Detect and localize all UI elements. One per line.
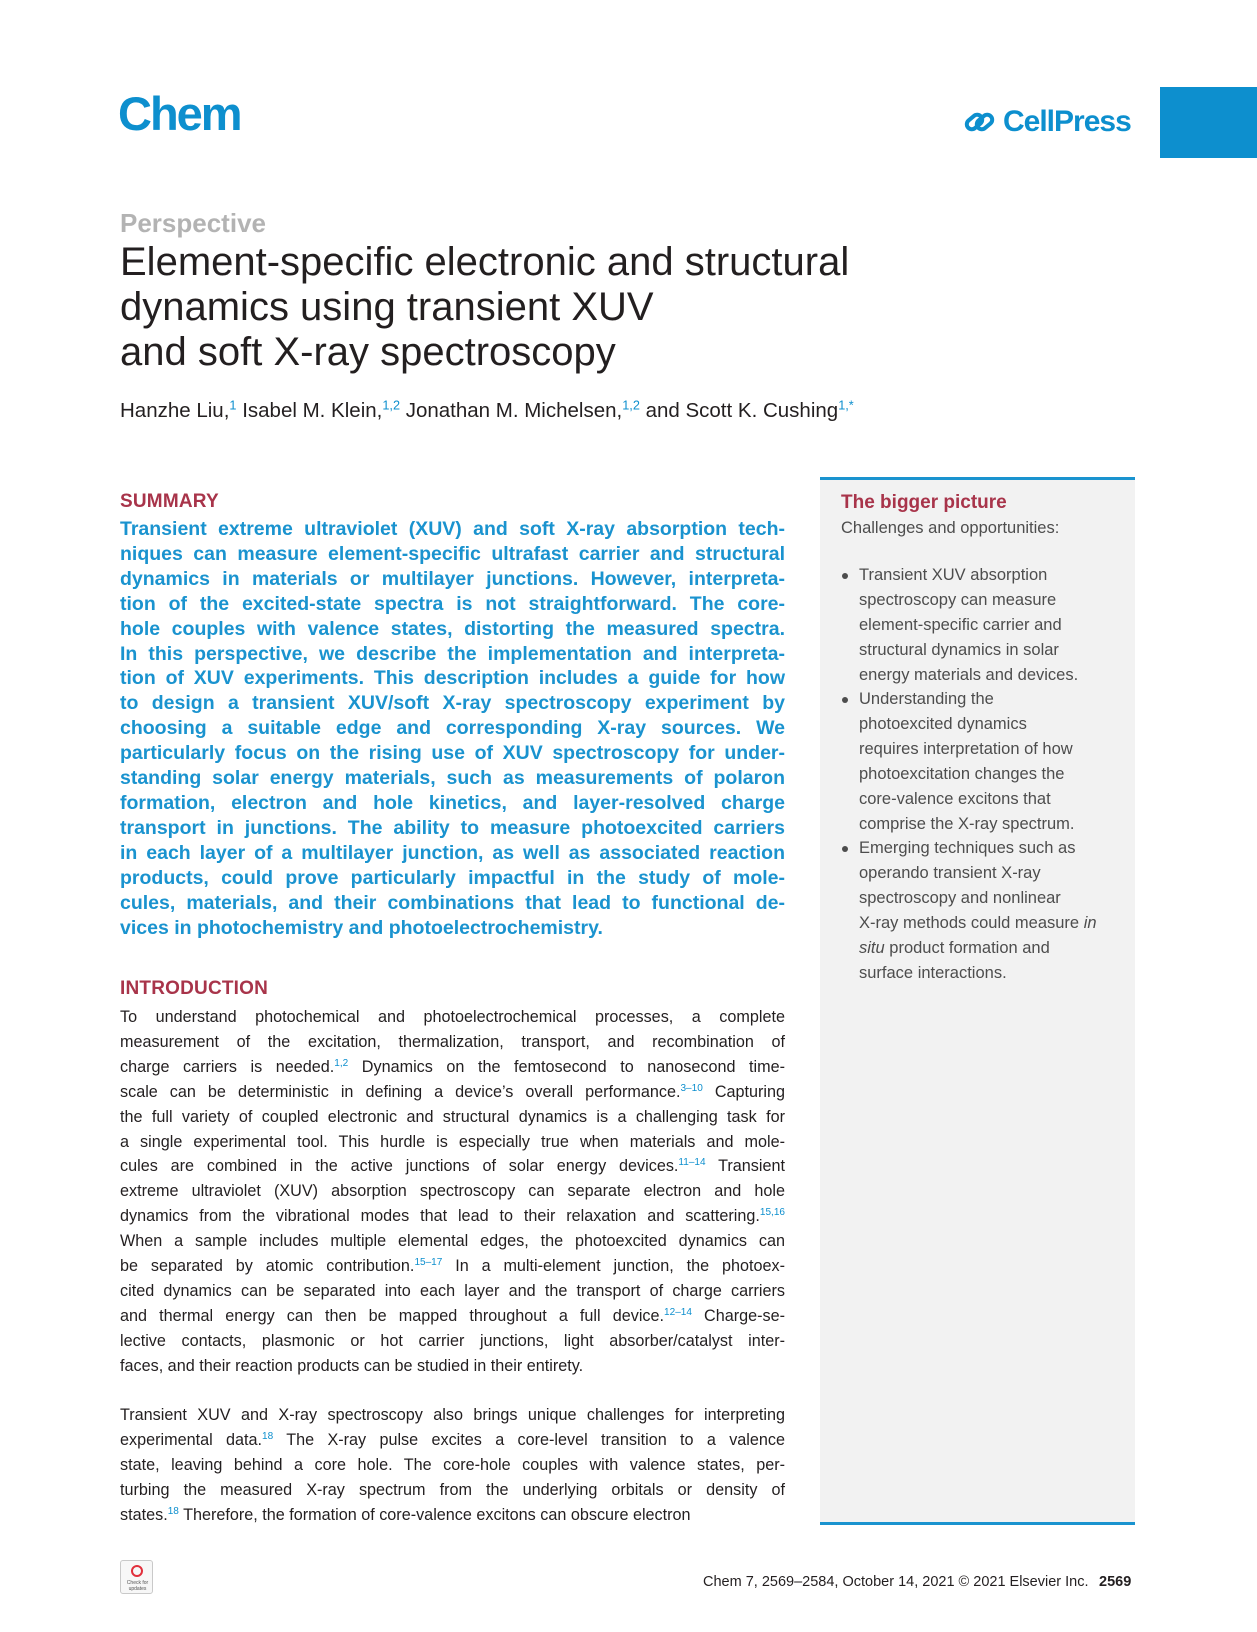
text-run: be separated by atomic contribution.	[120, 1257, 415, 1276]
summary-line: in each layer of a multilayer junction, as well as associated reaction	[120, 841, 785, 864]
text-line	[859, 737, 1134, 762]
text-run: Charge-se-	[691, 1306, 786, 1325]
text-run: requires interpretation of how	[859, 739, 1073, 758]
summary-line: particularly focus on the rising use of XUV spectroscopy for under-	[120, 742, 785, 765]
summary-line: choosing a suitable edge and corresponding X-ray sources. We	[120, 717, 785, 740]
text-run: comprise the X-ray spectrum.	[859, 814, 1075, 833]
summary-line: In this perspective, we describe the implementation and interpreta-	[120, 642, 785, 665]
corner-color-tab	[1160, 87, 1257, 158]
summary-line: cules, materials, and their combinations that lead to functional de-	[120, 891, 785, 914]
summary-line: standing solar energy materials, such as measurements of polaron	[120, 767, 785, 790]
text-run: core-valence excitons that	[859, 789, 1051, 808]
text-run: X-ray methods could measure	[859, 913, 1084, 932]
text-run: To understand photochemical and photoelectrochemical processes, a complete	[120, 1008, 785, 1026]
text-run: and thermal energy can then be mapped throughout a full device.	[120, 1306, 665, 1325]
text-line	[120, 1204, 785, 1229]
text-run: energy materials and devices.	[859, 665, 1079, 684]
footer-citation: Chem 7, 2569–2584, October 14, 2021 © 2021 Elsevier Inc.	[703, 1574, 1089, 1590]
journal-logo: Chem	[118, 87, 241, 140]
text-run: turbing the measured X-ray spectrum from the underlying orbitals or density of	[120, 1480, 785, 1499]
text-line	[859, 712, 1134, 737]
summary-text	[120, 517, 785, 940]
introduction-paragraph-1	[120, 1005, 785, 1379]
summary-line: niques can measure element-specific ultrafast carrier and structural	[120, 542, 785, 565]
text-run: state, leaving behind a core hole. The core-hole couples with valence states, per-	[120, 1455, 785, 1474]
text-run: the full variety of coupled electronic and structural dynamics is a challenging task for	[120, 1107, 785, 1126]
text-line	[859, 911, 1134, 936]
text-run: states.	[120, 1505, 168, 1524]
text-line	[120, 1329, 785, 1354]
check-for-updates-badge[interactable]	[120, 1560, 153, 1594]
text-line	[120, 1229, 785, 1254]
text-line	[120, 1179, 785, 1204]
affiliation-mark[interactable]: 1,2	[622, 397, 640, 413]
text-line	[859, 787, 1134, 812]
text-run: spectroscopy and nonlinear	[859, 888, 1061, 907]
introduction-heading: INTRODUCTION	[120, 978, 269, 999]
text-line	[120, 1354, 785, 1379]
text-line	[859, 961, 1134, 986]
badge-label: Check for updates	[126, 1580, 149, 1592]
summary-line: transport in junctions. The ability to measure photoexcited carriers	[120, 816, 785, 839]
text-line	[120, 1030, 785, 1055]
text-run: scale can be deterministic in defining a device’s overall performance.	[120, 1082, 681, 1101]
reference-link[interactable]: 3–10	[680, 1082, 703, 1094]
reference-link[interactable]: 18	[167, 1505, 179, 1517]
text-line	[120, 1254, 785, 1279]
summary-line: formation, electron and hole kinetics, and layer-resolved charge	[120, 791, 785, 814]
text-run: Transient	[705, 1157, 785, 1176]
author-name: Jonathan M. Michelsen,	[400, 399, 623, 422]
text-line	[120, 1154, 785, 1179]
summary-line: tion of XUV experiments. This description includes a guide for how	[120, 667, 785, 690]
text-run: experimental data.	[120, 1430, 263, 1449]
text-run: cules are combined in the active junctions of solar energy devices.	[120, 1157, 679, 1176]
text-line	[120, 1503, 785, 1528]
text-line	[120, 1453, 785, 1478]
text-run: a single experimental tool. This hurdle is especially true when materials and mole-	[120, 1132, 785, 1151]
publisher-name: CellPress	[1003, 105, 1131, 138]
bullet-dot-icon	[842, 697, 848, 703]
text-line	[859, 613, 1134, 638]
summary-line: Transient extreme ultraviolet (XUV) and soft X-ray absorption tech-	[120, 518, 785, 540]
text-run: charge carriers is needed.	[120, 1057, 335, 1076]
text-run: cited dynamics can be separated into each layer and the transport of charge carriers	[120, 1281, 785, 1300]
text-run: element-specific carrier and	[859, 615, 1062, 634]
text-run: Transient XUV absorption	[859, 566, 1048, 584]
article-type: Perspective	[120, 208, 266, 238]
summary-line: hole couples with valence states, distorting the measured spectra.	[120, 617, 785, 640]
summary-line: tion of the excited-state spectra is not straightforward. The core-	[120, 592, 785, 615]
page-number: 2569	[1099, 1574, 1132, 1590]
title-line: dynamics using transient XUV	[120, 285, 654, 329]
text-run: operando transient X-ray	[859, 863, 1041, 882]
affiliation-mark[interactable]: 1,2	[382, 397, 401, 413]
text-run: structural dynamics in solar	[859, 640, 1059, 659]
summary-line: dynamics in materials or multilayer junctions. However, interpreta-	[120, 567, 785, 590]
text-run: photoexcitation changes the	[859, 764, 1065, 783]
text-run: lective contacts, plasmonic or hot carrier junctions, light absorber/catalyst inter-	[120, 1331, 785, 1350]
text-line	[859, 588, 1134, 613]
sidebar-title: The bigger picture	[841, 492, 1007, 513]
text-run: dynamics from the vibrational modes that lead to their relaxation and scattering.	[120, 1207, 760, 1226]
author-list	[120, 399, 854, 423]
text-line	[120, 1403, 785, 1428]
text-line	[859, 762, 1134, 787]
text-line	[859, 886, 1134, 911]
summary-line: products, could prove particularly impactful in the study of mole-	[120, 866, 785, 889]
bullet-dot-icon	[842, 573, 848, 579]
italic-run: situ	[859, 938, 885, 957]
text-line	[120, 1130, 785, 1155]
article-title	[120, 240, 920, 375]
reference-link[interactable]: 12–14	[664, 1306, 692, 1318]
introduction-paragraph-2	[120, 1403, 785, 1528]
bookmark-icon	[131, 1565, 143, 1577]
text-line	[120, 1478, 785, 1503]
text-run: Emerging techniques such as	[859, 839, 1076, 857]
text-line	[120, 1055, 785, 1080]
bullet-dot-icon	[842, 846, 848, 852]
reference-link[interactable]: 15,16	[759, 1207, 785, 1219]
summary-line: vices in photochemistry and photoelectrochemistry.	[120, 916, 603, 939]
text-line	[859, 861, 1134, 886]
affiliation-mark[interactable]: 1	[229, 397, 237, 413]
text-line	[120, 1304, 785, 1329]
text-run: In a multi-element junction, the photoex-	[442, 1257, 785, 1276]
title-line: Element-specific electronic and structural	[120, 240, 850, 284]
sidebar-subtitle: Challenges and opportunities:	[841, 519, 1060, 537]
affiliation-mark[interactable]: 1,*	[838, 397, 854, 413]
text-run: Dynamics on the femtosecond to nanosecond time-	[348, 1057, 785, 1076]
text-line	[120, 1105, 785, 1130]
text-run: The X-ray pulse excites a core-level transition to a valence	[273, 1430, 785, 1449]
author-name: and Scott K. Cushing	[639, 399, 839, 422]
text-line	[859, 638, 1134, 663]
author-name: Hanzhe Liu,	[120, 399, 230, 422]
title-line: and soft X-ray spectroscopy	[120, 330, 616, 374]
summary-line: to design a transient XUV/soft X-ray spectroscopy experiment by	[120, 692, 785, 715]
cellpress-link-icon	[963, 107, 997, 137]
text-run: product formation and	[884, 938, 1050, 957]
text-line	[859, 687, 1134, 712]
text-line	[859, 663, 1134, 688]
text-line	[859, 812, 1134, 837]
reference-link[interactable]: 15–17	[414, 1257, 443, 1269]
text-line	[120, 1428, 785, 1453]
text-line	[120, 1080, 785, 1105]
text-run: Transient XUV and X-ray spectroscopy also brings unique challenges for interpreting	[120, 1406, 785, 1424]
italic-run: in	[1083, 913, 1097, 932]
summary-heading: SUMMARY	[120, 491, 219, 512]
text-run: Therefore, the formation of core-valence excitons can obscure electron	[178, 1505, 691, 1524]
author-name: Isabel M. Klein,	[236, 399, 383, 422]
text-run: photoexcited dynamics	[859, 714, 1027, 733]
text-line	[120, 1005, 785, 1030]
reference-link[interactable]: 11–14	[678, 1157, 706, 1169]
text-run: extreme ultraviolet (XUV) absorption spectroscopy can separate electron and hole	[120, 1182, 785, 1201]
text-run: measurement of the excitation, thermalization, transport, and recombination of	[120, 1032, 785, 1051]
text-line	[120, 1279, 785, 1304]
text-line	[859, 563, 1134, 588]
text-run: faces, and their reaction products can be studied in their entirety.	[120, 1356, 584, 1375]
text-run: surface interactions.	[859, 963, 1007, 982]
text-run: When a sample includes multiple elemental edges, the photoexcited dynamics can	[120, 1232, 785, 1251]
reference-link[interactable]: 1,2	[334, 1057, 349, 1069]
reference-link[interactable]: 18	[262, 1430, 274, 1442]
publisher-logo	[963, 107, 1131, 137]
text-run: Understanding the	[859, 690, 994, 708]
text-run: Capturing	[702, 1082, 786, 1101]
text-line	[859, 936, 1134, 961]
text-run: spectroscopy can measure	[859, 590, 1057, 609]
text-line	[859, 836, 1134, 861]
